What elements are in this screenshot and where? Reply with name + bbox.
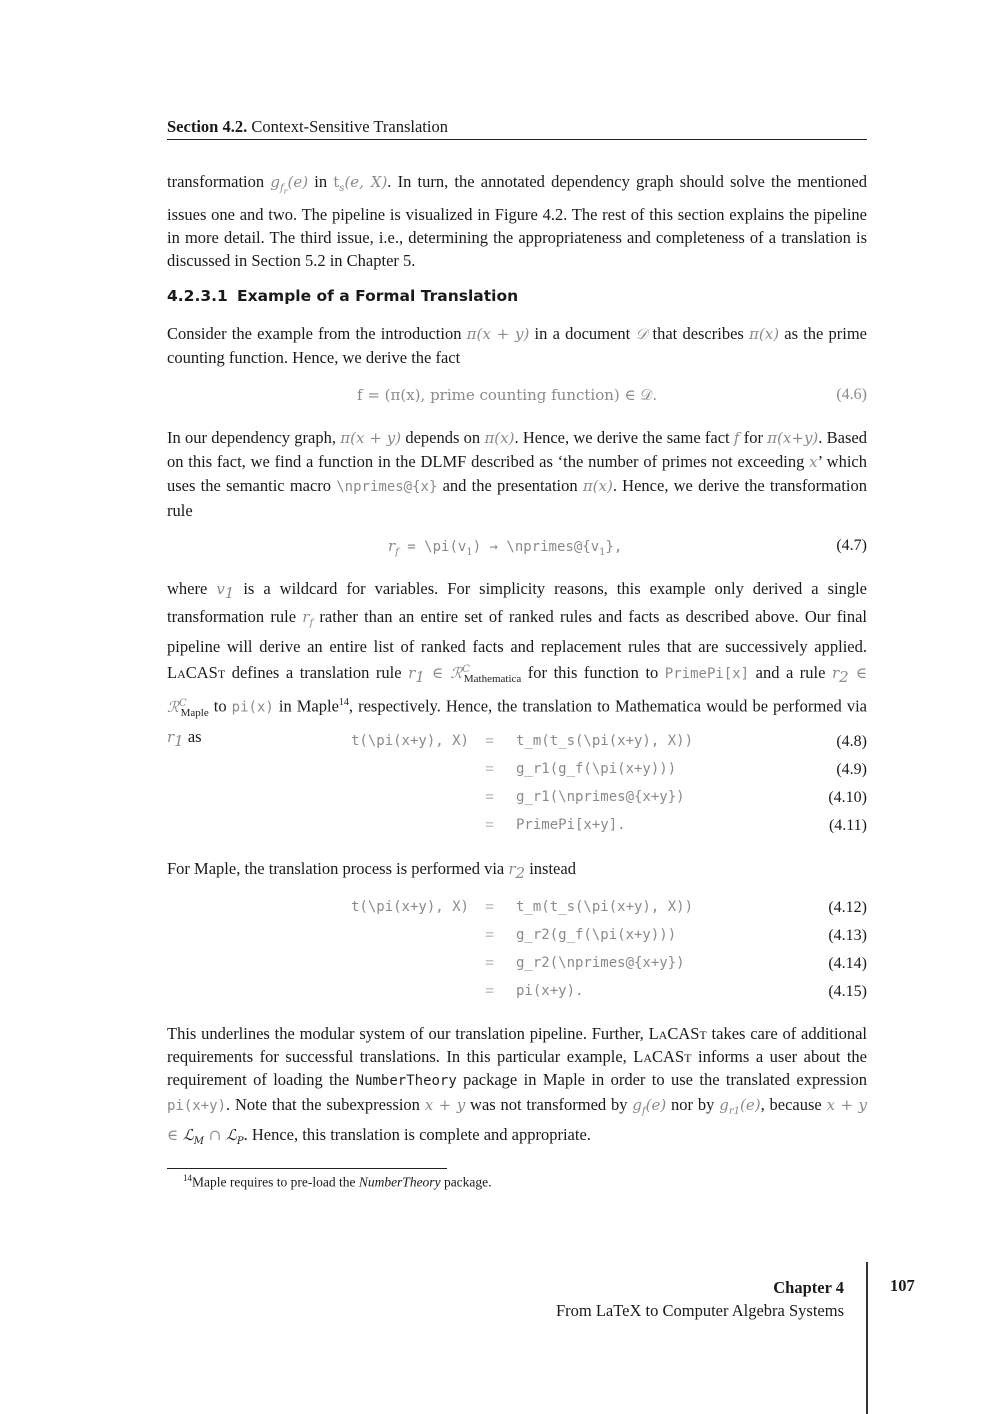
math: $r_1$ [167, 727, 184, 750]
equals-sign: = [485, 983, 495, 1000]
chapter-footer [556, 1276, 844, 1322]
paragraph-2 [167, 322, 867, 369]
code: PrimePi[x] [664, 666, 750, 682]
header-section-title: Context-Sensitive Translation [251, 117, 448, 136]
equals-sign: = [485, 789, 495, 806]
text: for this function to [521, 663, 665, 682]
text: . Based on this fact, we find a function in the DLMF described as ‘the number of primes not exceeding [167, 428, 867, 471]
text: informs a user about the requirement of loading the [167, 1047, 867, 1089]
footer-divider [866, 1262, 868, 1414]
latexcast-logo: LaCASt [633, 1047, 692, 1066]
text: as [183, 726, 202, 746]
math: x + y ∈ ℒ$_M$ ∩ ℒ$_P$ [167, 1096, 868, 1147]
equation-rhs: t_m(t_s(\pi(x+y), X)) [516, 733, 694, 749]
chapter-label: Chapter 4 [773, 1278, 844, 1297]
text: instead [525, 859, 576, 878]
text: , respectively. Hence, the translation to Mathematica would be performed via [348, 696, 867, 716]
text: In our dependency graph, [167, 428, 341, 447]
code: pi(x) [231, 699, 274, 716]
equation-tag: (4.8) [836, 733, 867, 750]
text: depends on [401, 428, 485, 447]
equation-lhs: t(\pi(x+y), X) [350, 733, 469, 749]
equation-4-6 [167, 386, 867, 410]
equation-rhs: g_r1(\nprimes@{x+y}) [516, 789, 685, 805]
equation-lhs: t(\pi(x+y), X) [350, 899, 469, 915]
text: is a wildcard for variables. For simplicity reasons, this example only derived a single transformation rule [167, 579, 868, 626]
text: to [208, 696, 232, 716]
equation-4-15 [167, 983, 867, 1007]
text: where [167, 579, 217, 598]
paragraph-1 [167, 170, 867, 272]
footnote-rule [167, 1168, 447, 1169]
text: in a document [529, 324, 636, 343]
equation-content: $r_f$ = $\backslash pi(v_1)$ → $\backslash nprimes@\{v_1\}$, [388, 537, 623, 559]
math: x [809, 453, 818, 471]
equals-sign: = [485, 899, 495, 916]
code: pi(x+y) [167, 1098, 227, 1114]
footnote-number: 14 [183, 1173, 192, 1183]
text: This underlines the modular system of our translation pipeline. Further, [167, 1024, 649, 1043]
equals-sign: = [485, 955, 495, 972]
equation-rhs: PrimePi[x+y]. [516, 817, 626, 833]
code: NumberTheory [355, 1073, 457, 1089]
equation-4-8 [167, 733, 867, 757]
text: package in Maple in order to use the translated expression [456, 1070, 867, 1089]
paragraph-6 [167, 1022, 867, 1153]
math: π(x) [749, 325, 780, 343]
subsection-heading [167, 287, 518, 305]
text: . In turn, the annotated dependency graph should solve the mentioned issues one and two. The pipeline is visualized in Figure 4.2. The rest of this section explains the pipeline in more detail. The third issue, i.e., determining the appropriateness and completeness of a translation is discussed in Section 5.2 in Chapter 5. [167, 172, 868, 270]
text: nor by [666, 1095, 720, 1114]
equation-rhs: pi(x+y). [516, 983, 584, 999]
equation-rhs: g_r2(\nprimes@{x+y}) [516, 955, 685, 971]
math: $r_1$ ∈ ℛ$^C_{Mathematica}$ [408, 664, 522, 686]
text: and a rule [749, 663, 832, 682]
equals-sign: = [485, 817, 495, 834]
math: $r_2$ ∈ ℛ$^C_{Maple}$ [167, 664, 867, 719]
math: $g_{r1}(e)$ [719, 1096, 761, 1117]
equation-4-12 [167, 899, 867, 923]
equation-rhs: t_m(t_s(\pi(x+y), X)) [516, 899, 694, 915]
math: π(x + y) [466, 325, 530, 343]
equals-sign: = [485, 761, 495, 778]
chapter-title: From LaTeX to Computer Algebra Systems [555, 1301, 844, 1320]
math: π(x + y) [340, 429, 402, 447]
equation-tag: (4.9) [836, 761, 867, 778]
math: $t_s(e$, X) [333, 173, 388, 194]
text: as the prime counting function. Hence, we derive the fact [167, 324, 868, 367]
running-header [167, 117, 867, 140]
text: rather than an entire set of ranked rules and facts as described above. Our final pipeline will derive an entire list of ranked facts and replacement rules that are successively applied. [167, 607, 868, 656]
code: \nprimes@{x} [336, 479, 438, 495]
text: , because [760, 1095, 827, 1114]
text: in Maple [273, 696, 339, 716]
text: for [739, 428, 768, 447]
footnote-mark[interactable]: 14 [338, 697, 349, 708]
text: For Maple, the translation process is performed via [167, 859, 509, 878]
text: transformation [167, 172, 271, 191]
equation-tag: (4.11) [828, 817, 867, 834]
text: . Hence, this translation is complete and appropriate. [243, 1125, 591, 1144]
equation-4-7 [167, 537, 867, 561]
latexcast-logo: LaCASt [167, 663, 226, 682]
paragraph-5 [167, 857, 867, 885]
text: and the presentation [437, 476, 583, 495]
equation-tag: (4.15) [828, 983, 867, 1000]
text: . Hence, we derive the transformation rule [167, 476, 867, 520]
equation-4-10 [167, 789, 867, 813]
equation-rhs: g_r2(g_f(\pi(x+y))) [516, 927, 677, 943]
equals-sign: = [485, 927, 495, 944]
equation-tag: (4.14) [828, 955, 867, 972]
equation-content: f = (π(x), prime counting function) ∈ 𝒟. [357, 386, 658, 404]
math: f [733, 429, 740, 447]
equation-4-11 [167, 817, 867, 841]
equation-4-9 [167, 761, 867, 785]
equals-sign: = [485, 733, 495, 750]
equation-rhs: g_r1(g_f(\pi(x+y))) [516, 761, 677, 777]
text: ’ which uses the semantic macro [167, 452, 867, 495]
equation-4-13 [167, 927, 867, 951]
math: π(x+y) [767, 429, 819, 447]
subsection-number: 4.2.3.1 [167, 287, 228, 305]
equation-tag: (4.12) [828, 899, 867, 916]
math: $g_{f_r}(e)$ [270, 173, 309, 196]
paragraph-3 [167, 426, 867, 522]
math: 𝒟 [635, 325, 648, 343]
paragraph-4 [167, 577, 867, 753]
math: $r_f$ [302, 608, 314, 629]
text: . Hence, we derive the same fact [514, 428, 734, 447]
math: π(x) [582, 477, 613, 495]
math: $v_1$ [216, 580, 235, 602]
text: Consider the example from the introduction [167, 324, 467, 343]
header-section-label: Section 4.2. [167, 117, 248, 136]
math: π(x) [484, 429, 515, 447]
text: was not transformed by [465, 1095, 633, 1114]
text: in [308, 172, 334, 191]
text: that describes [647, 324, 750, 343]
text: . Note that the subexpression [226, 1095, 425, 1114]
math: $r_2$ [508, 860, 526, 882]
text: defines a translation rule [225, 663, 409, 682]
page-number: 107 [890, 1276, 915, 1295]
latexcast-logo: LaCASt [648, 1024, 707, 1043]
equation-tag: (4.6) [836, 386, 867, 403]
equation-tag: (4.7) [836, 537, 867, 554]
equation-4-14 [167, 955, 867, 979]
footnote: $^{14}$Maple requires to pre-load the NumberTheory package. [183, 1173, 492, 1190]
subsection-title: Example of a Formal Translation [237, 287, 519, 305]
equation-tag: (4.13) [828, 927, 867, 944]
equation-tag: (4.10) [828, 789, 867, 806]
math: x + y [424, 1096, 466, 1114]
text: takes care of additional requirements for successful translations. In this particular example, [167, 1024, 867, 1066]
math: $g_f(e)$ [632, 1096, 667, 1117]
